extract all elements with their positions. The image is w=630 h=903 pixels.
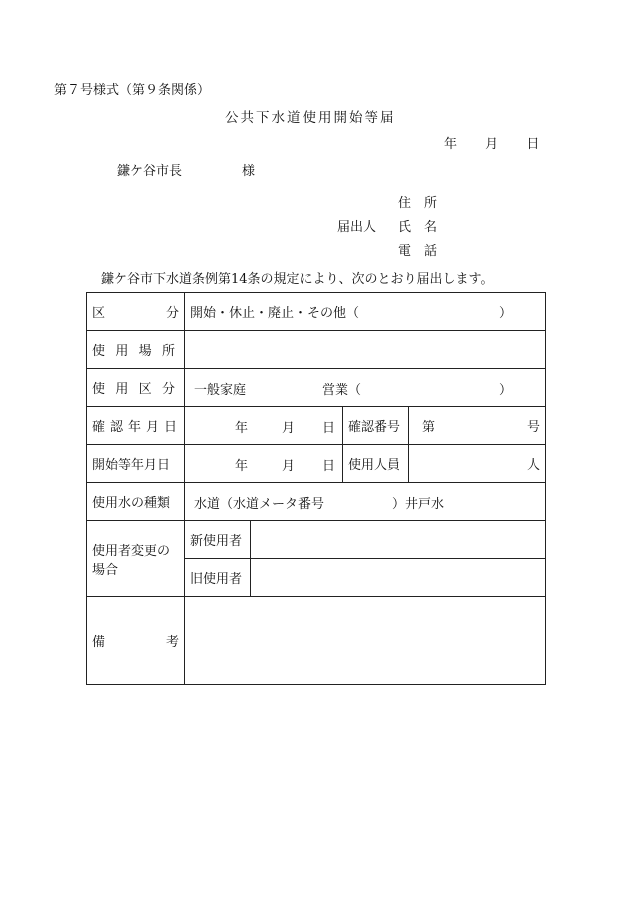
water-type-label: 使用水の種類 — [87, 483, 185, 521]
table-row-category — [87, 293, 546, 331]
day-label: 日 — [526, 137, 540, 152]
people-label: 使用人員 — [343, 445, 409, 483]
table-row-confirm-date — [87, 407, 546, 445]
new-user-label: 新使用者 — [185, 521, 251, 559]
start-month: 月 — [282, 458, 296, 474]
table-row-usage-type — [87, 369, 546, 407]
water-meter-text: 水道（水道メータ番号 — [194, 496, 325, 512]
applicant-address-label: 住 所 — [398, 196, 438, 211]
date-line — [420, 133, 539, 152]
table-row-location — [87, 331, 546, 369]
category-label: 区 分 — [87, 293, 185, 331]
location-field[interactable] — [185, 331, 546, 369]
usage-type-household: 一般家庭 — [194, 382, 247, 398]
location-label: 使 用 場 所 — [87, 331, 185, 369]
well-water-text: ）井戸水 — [392, 496, 445, 512]
applicant-prefix: 届出人 — [337, 220, 377, 235]
confirm-date-label: 確 認 年 月 日 — [87, 407, 185, 445]
new-user-field[interactable] — [251, 521, 546, 559]
addressee-honorific: 様 — [242, 164, 256, 179]
category-value[interactable] — [185, 293, 546, 331]
applicant-name-label: 氏 名 — [398, 220, 438, 235]
start-date-field[interactable] — [185, 445, 343, 483]
table-row-new-user — [87, 521, 546, 559]
month-label: 月 — [485, 137, 499, 152]
user-change-label: 使用者変更の 場合 — [87, 521, 185, 597]
old-user-field[interactable] — [251, 559, 546, 597]
usage-type-label: 使 用 区 分 — [87, 369, 185, 407]
confirm-year: 年 — [235, 420, 249, 436]
table-row-remarks — [87, 597, 546, 685]
table-row-water-type — [87, 483, 546, 521]
remarks-field[interactable] — [185, 597, 546, 685]
confirm-date-field[interactable] — [185, 407, 343, 445]
addressee-name: 鎌ケ谷市長 — [117, 164, 183, 179]
form-number: 第７号様式（第９条関係） — [54, 83, 211, 98]
start-date-label: 開始等年月日 — [87, 445, 185, 483]
confirm-day: 日 — [321, 420, 335, 436]
application-form-table — [86, 292, 546, 685]
start-year: 年 — [235, 458, 249, 474]
document-title: 公共下水道使用開始等届 — [225, 110, 396, 126]
confirm-number-prefix: 第 — [422, 420, 436, 435]
year-label: 年 — [444, 137, 458, 152]
applicant-phone-label: 電 話 — [398, 244, 438, 259]
usage-type-value[interactable] — [185, 369, 546, 407]
confirm-month: 月 — [282, 420, 296, 436]
people-suffix: 人 — [527, 458, 541, 473]
remarks-label: 備 考 — [87, 597, 185, 685]
water-type-value[interactable] — [185, 483, 546, 521]
usage-type-close-paren: ） — [499, 382, 513, 398]
start-day: 日 — [321, 458, 335, 474]
old-user-label: 旧使用者 — [185, 559, 251, 597]
intro-text: 鎌ケ谷市下水道条例第14条の規定により、次のとおり届出します。 — [101, 272, 494, 287]
usage-type-business: 営業（ — [322, 382, 362, 398]
category-close-paren: ） — [499, 306, 513, 321]
table-row-start-date — [87, 445, 546, 483]
confirm-number-field[interactable] — [409, 407, 546, 445]
confirm-number-suffix: 号 — [527, 420, 541, 435]
confirm-number-label: 確認番号 — [343, 407, 409, 445]
category-options: 開始・休止・廃止・その他（ — [190, 306, 360, 321]
people-field[interactable] — [409, 445, 546, 483]
